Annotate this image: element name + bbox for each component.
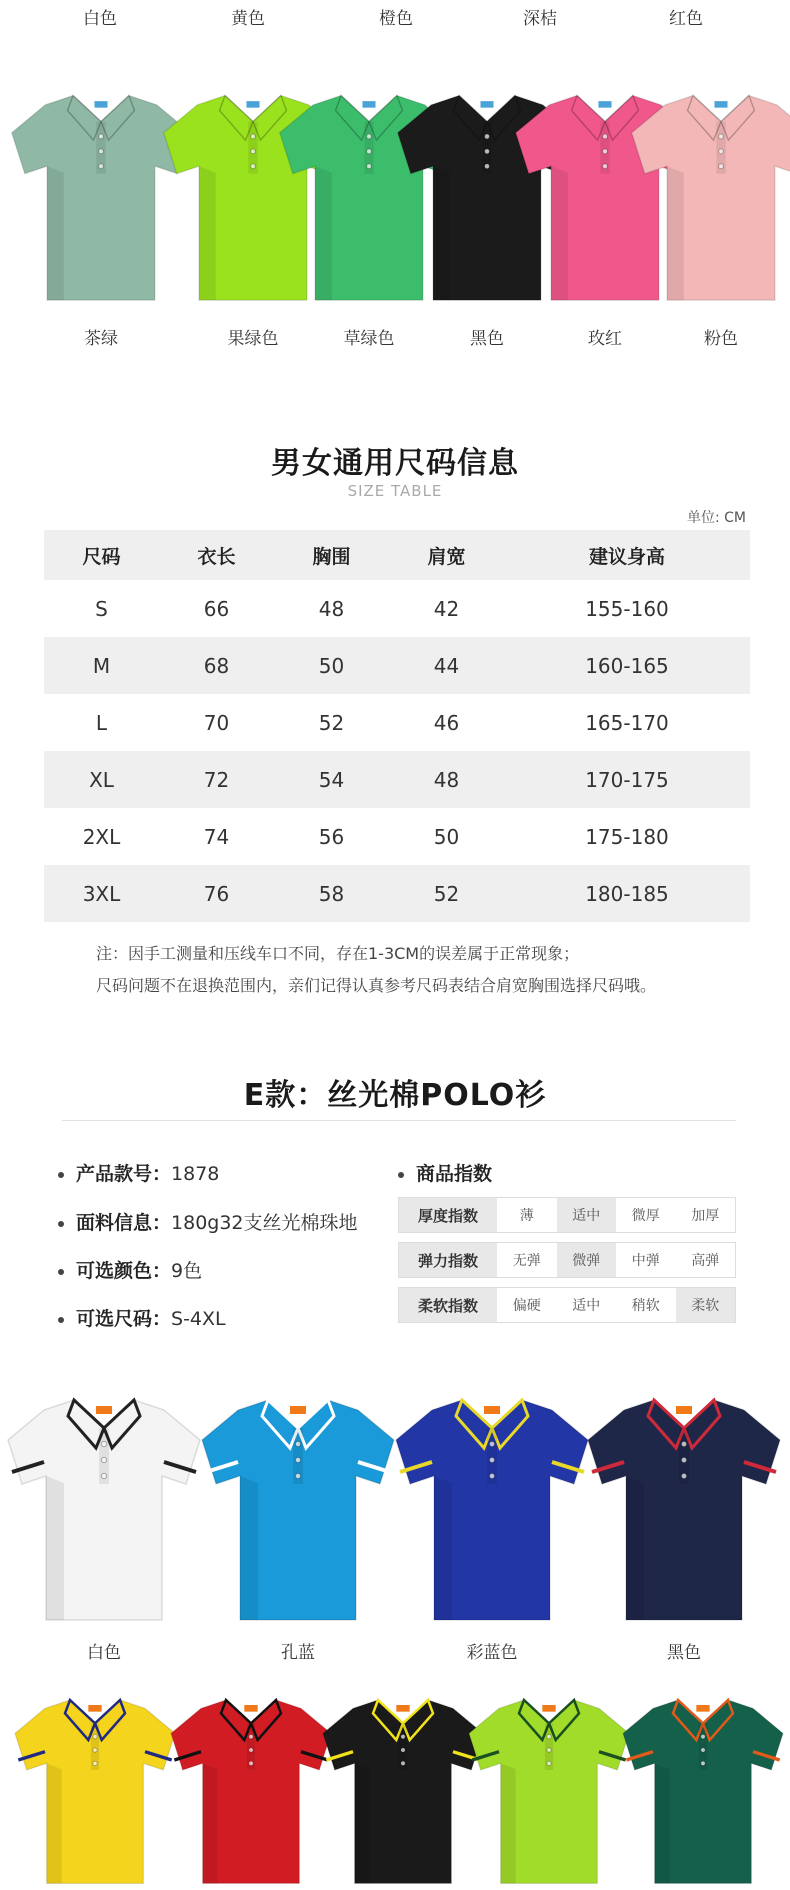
color-label: 茶绿 — [84, 329, 118, 349]
polo-shirt-item — [392, 1384, 592, 1632]
table-row — [44, 580, 750, 637]
cell: 68 — [159, 637, 274, 694]
cell: 50 — [274, 637, 389, 694]
polo-shirt-item — [318, 1690, 488, 1890]
cell: 76 — [159, 865, 274, 922]
color-label: 橙色 — [379, 9, 413, 29]
elasticity-index — [398, 1242, 736, 1278]
cell: 3XL — [44, 865, 159, 922]
cell: 66 — [203, 596, 230, 621]
index-name: 弹力指数 — [399, 1243, 497, 1277]
cell: 160-165 — [504, 637, 750, 694]
polo-shirt-item — [166, 1690, 336, 1890]
polo-shirt-item — [10, 1690, 180, 1890]
color-label: 黑色 — [667, 1643, 701, 1663]
polo-shirt-icon — [464, 1690, 634, 1890]
cell: 52 — [318, 710, 345, 735]
spec-value: 180g32支丝光棉珠地 — [171, 1212, 358, 1234]
polo-shirt-icon — [318, 1690, 488, 1890]
header-cell: 肩宽 — [389, 530, 504, 580]
spec-item — [58, 1256, 202, 1283]
cell: 42 — [433, 596, 460, 621]
polo-shirt-icon — [584, 1384, 784, 1632]
header-cell: 胸围 — [274, 530, 389, 580]
header-cell: 衣长 — [159, 530, 274, 580]
table-row — [44, 751, 750, 808]
title-divider — [62, 1120, 736, 1121]
spec-key: 可选颜色： — [76, 1260, 172, 1282]
cell: 50 — [433, 824, 460, 849]
index-option: 适中 — [572, 1298, 601, 1314]
index-option: 加厚 — [691, 1208, 720, 1224]
color-label: 白色 — [87, 1643, 121, 1663]
color-label: 黄色 — [231, 9, 265, 29]
color-label: 果绿色 — [227, 329, 279, 349]
index-option: 中弹 — [631, 1253, 660, 1269]
cell: 165-170 — [585, 710, 669, 735]
cell: S — [95, 596, 108, 621]
spec-value: S-4XL — [171, 1308, 226, 1330]
index-title: 商品指数 — [416, 1163, 493, 1185]
color-label: 彩蓝色 — [466, 1643, 518, 1663]
unit-label: 单位: CM — [686, 510, 746, 526]
bullet-dot — [58, 1172, 64, 1178]
color-label: 深桔 — [523, 9, 557, 29]
polo-shirt-icon — [166, 1690, 336, 1890]
header-cell: 尺码 — [44, 530, 159, 580]
polo-shirt-icon — [628, 76, 790, 316]
polo-shirt-icon — [392, 1384, 592, 1632]
size-note-1: 注：因手工测量和压线车口不同，存在1-3CM的误差属于正常现象； — [96, 944, 580, 963]
thickness-index — [398, 1197, 736, 1233]
cell: L — [95, 710, 108, 735]
color-label: 粉色 — [704, 329, 738, 349]
color-label: 草绿色 — [343, 329, 395, 349]
size-note-2: 尺码问题不在退换范围内，亲们记得认真参考尺码表结合肩宽胸围选择尺码哦。 — [96, 976, 657, 995]
spec-value: 1878 — [171, 1163, 220, 1185]
cell: 44 — [389, 637, 504, 694]
color-label: 孔蓝 — [281, 1643, 315, 1663]
bullet-dot — [58, 1221, 64, 1227]
cell: 2XL — [82, 824, 121, 849]
cell: 48 — [318, 596, 345, 621]
bullet-dot — [398, 1172, 404, 1178]
size-title: 男女通用尺码信息 — [271, 446, 519, 481]
index-option-selected: 微弹 — [557, 1243, 617, 1277]
spec-key: 面料信息： — [76, 1212, 172, 1234]
cell: 46 — [433, 710, 460, 735]
header-cell: 建议身高 — [504, 530, 750, 580]
cell: 70 — [203, 710, 230, 735]
table-row — [44, 637, 750, 694]
index-option-selected: 适中 — [557, 1198, 617, 1232]
index-option: 偏硬 — [512, 1298, 541, 1314]
spec-key: 可选尺码： — [76, 1308, 172, 1330]
size-subtitle: SIZE TABLE — [347, 482, 443, 500]
index-name: 柔软指数 — [399, 1288, 497, 1322]
table-row — [44, 865, 750, 922]
spec-value: 9色 — [171, 1260, 203, 1282]
softness-index — [398, 1287, 736, 1323]
spec-item — [58, 1208, 358, 1235]
polo-shirt-icon — [198, 1384, 398, 1632]
color-label: 黑色 — [470, 329, 504, 349]
spec-key: 产品款号： — [76, 1163, 172, 1185]
cell: 170-175 — [504, 751, 750, 808]
color-label: 白色 — [83, 9, 117, 29]
polo-shirt-item — [4, 1384, 204, 1632]
cell: 180-185 — [504, 865, 750, 922]
index-option: 稍软 — [631, 1298, 660, 1314]
bullet-dot — [58, 1317, 64, 1323]
cell: 72 — [159, 751, 274, 808]
index-option: 薄 — [519, 1208, 534, 1224]
index-heading — [398, 1159, 492, 1186]
product-title: E款：丝光棉POLO衫 — [243, 1078, 547, 1113]
index-option: 高弹 — [691, 1253, 720, 1269]
cell: 74 — [203, 824, 230, 849]
table-row — [44, 694, 750, 751]
index-option: 微厚 — [631, 1208, 660, 1224]
polo-shirt-icon — [10, 1690, 180, 1890]
spec-item — [58, 1159, 219, 1186]
polo-shirt-item — [628, 76, 790, 316]
color-label: 红色 — [669, 9, 703, 29]
cell: M — [44, 637, 159, 694]
index-option: 无弹 — [512, 1253, 541, 1269]
polo-shirt-item — [618, 1690, 788, 1890]
size-table-header — [44, 530, 750, 580]
cell: 54 — [274, 751, 389, 808]
cell: 58 — [274, 865, 389, 922]
size-table — [44, 530, 750, 922]
cell: 155-160 — [585, 596, 669, 621]
index-name: 厚度指数 — [399, 1198, 497, 1232]
cell: 56 — [318, 824, 345, 849]
table-row — [44, 808, 750, 865]
polo-shirt-item — [198, 1384, 398, 1632]
bullet-dot — [58, 1269, 64, 1275]
cell: 52 — [389, 865, 504, 922]
spec-item — [58, 1304, 226, 1331]
cell: 48 — [389, 751, 504, 808]
polo-shirt-item — [464, 1690, 634, 1890]
polo-shirt-icon — [4, 1384, 204, 1632]
color-label: 玫红 — [588, 329, 622, 349]
polo-shirt-icon — [618, 1690, 788, 1890]
index-option-selected: 柔软 — [676, 1288, 736, 1322]
cell: 175-180 — [585, 824, 669, 849]
cell: XL — [44, 751, 159, 808]
polo-shirt-item — [584, 1384, 784, 1632]
